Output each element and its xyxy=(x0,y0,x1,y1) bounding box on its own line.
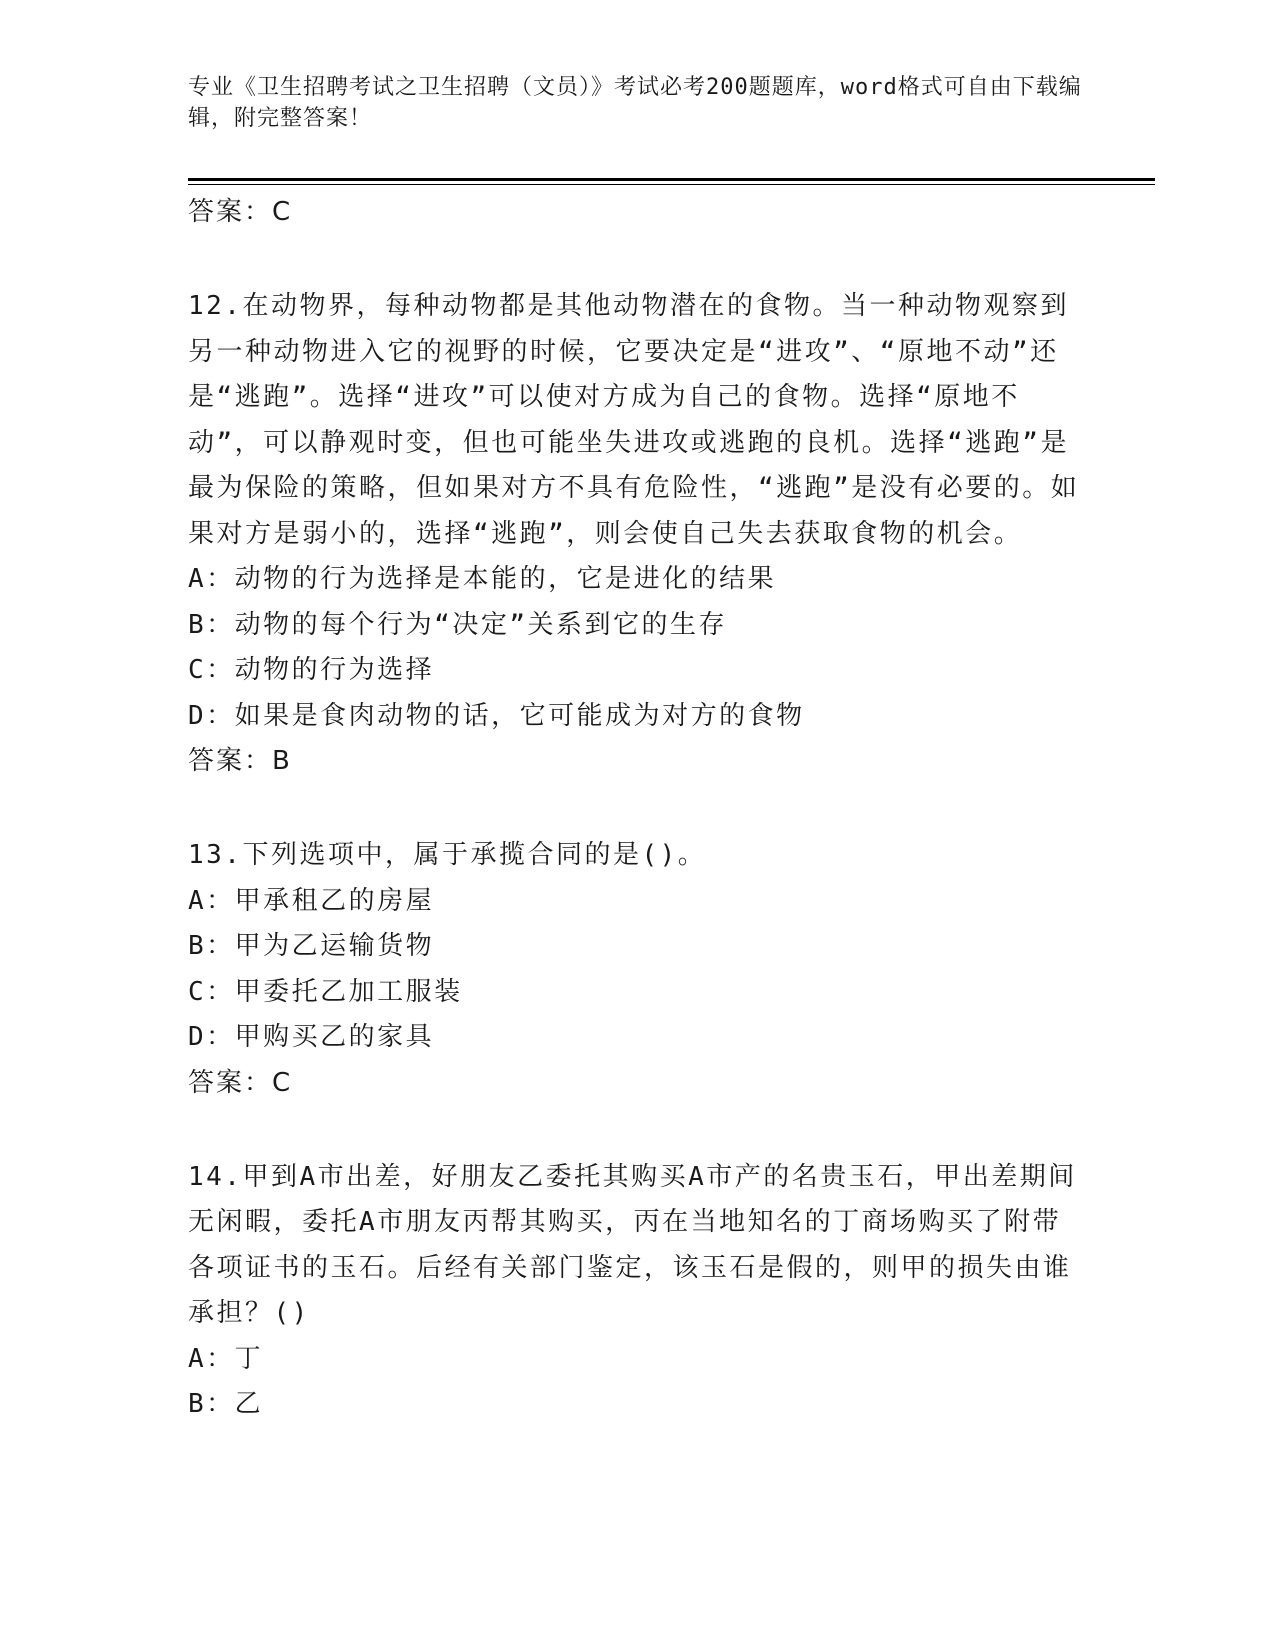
option-text: 动物的行为选择是本能的，它是进化的结果 xyxy=(234,564,777,594)
answer-label: 答案： xyxy=(188,197,273,227)
option-separator: ： xyxy=(206,1389,235,1419)
option-text: 甲承租乙的房屋 xyxy=(234,885,435,916)
option-a xyxy=(188,879,1088,925)
option-letter: C xyxy=(188,655,207,685)
option-text: 动物的行为选择 xyxy=(234,655,435,685)
option-c xyxy=(188,648,1088,694)
header-rule-thin xyxy=(188,184,1155,185)
answer-label: 答案： xyxy=(188,746,273,776)
option-letter: A xyxy=(188,564,207,594)
option-text: 甲购买乙的家具 xyxy=(234,1022,435,1052)
header-rule-thick xyxy=(188,178,1155,181)
option-b xyxy=(188,924,1088,970)
question-list xyxy=(188,190,1088,1428)
option-letter: C xyxy=(188,976,207,1007)
option-letter: D xyxy=(188,1022,207,1052)
option-separator: ： xyxy=(206,700,235,731)
option-c xyxy=(188,970,1088,1016)
question-stem: 12.在动物界，每种动物都是其他动物潜在的食物。当一种动物观察到另一种动物进入它的视野的时候，它要决定是“进攻”、“原地不动”还是“逃跑”。选择“进攻”可以使对方成为自己的食物。选择“原地不动”，可以静观时变，但也可能坐失进攻或逃跑的良机。选择“逃跑”是最为保险的策略，但如果对方不具有危险性，“逃跑”是没有必要的。如果对方是弱小的，选择“逃跑”，则会使自己失去获取食物的机会。 xyxy=(188,291,1080,549)
option-separator: ： xyxy=(206,564,235,594)
option-text: 动物的每个行为“决定”关系到它的生存 xyxy=(234,609,727,640)
option-separator: ： xyxy=(206,885,235,916)
option-separator: ： xyxy=(206,609,235,640)
option-letter: A xyxy=(188,1343,207,1374)
option-a xyxy=(188,557,1088,603)
question-12 xyxy=(188,284,1088,783)
option-separator: ： xyxy=(206,931,235,961)
answer-value: C xyxy=(272,1067,293,1098)
answer-line xyxy=(188,190,1088,234)
question-13 xyxy=(188,833,1088,1105)
answer-line xyxy=(188,1061,1088,1105)
option-b xyxy=(188,1382,1088,1428)
option-separator: ： xyxy=(206,976,235,1007)
option-text: 甲委托乙加工服装 xyxy=(234,976,463,1007)
document-header xyxy=(188,72,1088,134)
option-a xyxy=(188,1337,1088,1383)
option-separator: ： xyxy=(206,655,235,685)
option-letter: B xyxy=(188,609,207,640)
option-separator: ： xyxy=(206,1022,235,1052)
header-text: 专业《卫生招聘考试之卫生招聘（文员）》考试必考200题题库，word格式可自由下载编辑，附完整答案！ xyxy=(188,75,1082,131)
option-b xyxy=(188,603,1088,649)
option-letter: B xyxy=(188,1389,207,1419)
question-14 xyxy=(188,1155,1088,1428)
question-stem: 13.下列选项中，属于承揽合同的是()。 xyxy=(188,840,707,870)
answer-value: C xyxy=(272,197,293,227)
question-stem: 14.甲到A市出差，好朋友乙委托其购买A市产的名贵玉石，甲出差期间无闲暇，委托A市朋友丙帮其购买，丙在当地知名的丁商场购买了附带各项证书的玉石。后经有关部门鉴定，该玉石是假的，则甲的损失由谁承担？() xyxy=(188,1161,1077,1328)
option-letter: D xyxy=(188,700,207,731)
option-letter: A xyxy=(188,885,207,916)
answer-label: 答案： xyxy=(188,1067,273,1098)
option-text: 甲为乙运输货物 xyxy=(234,931,435,961)
option-text: 乙 xyxy=(234,1389,264,1419)
option-d xyxy=(188,694,1088,740)
answer-value: B xyxy=(272,746,292,776)
option-text: 如果是食肉动物的话，它可能成为对方的食物 xyxy=(234,700,805,731)
option-text: 丁 xyxy=(234,1343,264,1374)
answer-line xyxy=(188,739,1088,783)
option-d xyxy=(188,1015,1088,1061)
option-separator: ： xyxy=(206,1343,235,1374)
option-letter: B xyxy=(188,931,207,961)
